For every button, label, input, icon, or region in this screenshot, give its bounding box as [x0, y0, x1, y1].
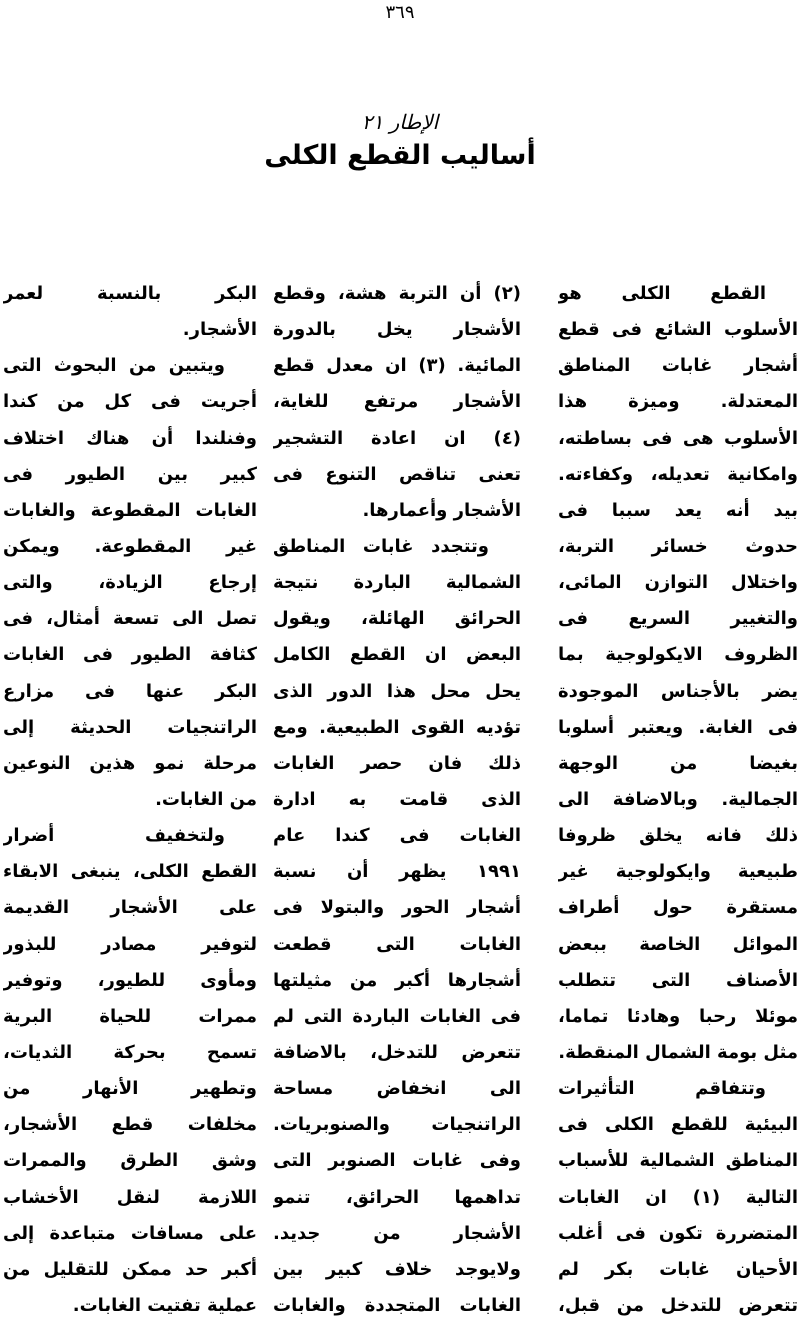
- text-line: وتتفاقم التأثيرات: [558, 1078, 766, 1100]
- text-line: حدوث خسائر التربة،: [558, 535, 798, 557]
- text-line: أشجار الحور والبتولا فى: [273, 897, 521, 919]
- text-line: الراتنجيات الحديثة إلى: [3, 716, 257, 738]
- text-line: القطع الكلى، ينبغى الابقاء: [3, 861, 257, 883]
- text-line: البعض ان القطع الكامل: [273, 644, 521, 666]
- text-line: تؤديه القوى الطبيعية. ومع: [273, 716, 521, 738]
- paragraph: [273, 529, 521, 1324]
- text-line: الجمالية. وبالاضافة الى: [558, 788, 798, 810]
- box-label: الإطار ٢١: [361, 110, 439, 134]
- text-line: تداهمها الحرائق، تنمو: [273, 1186, 521, 1208]
- text-line: القطع الكلى هو: [558, 283, 766, 304]
- text-line: ولايوجد خلاف كبير بين: [273, 1258, 521, 1280]
- text-line: الى انخفاض مساحة: [273, 1078, 521, 1100]
- text-line: البكر بالنسبة لعمر: [3, 283, 257, 304]
- text-line: الظروف الايكولوجية بما: [558, 644, 798, 666]
- text-line: وتتجدد غابات المناطق: [273, 535, 489, 557]
- text-line: ١٩٩١ يظهر أن نسبة: [273, 861, 521, 883]
- text-line: (٤) ان اعادة التشجير: [273, 427, 521, 449]
- text-line: ولتخفيف أضرار: [3, 825, 225, 847]
- text-line: وفى غابات الصنوبر التى: [273, 1150, 521, 1172]
- text-line: الحرائق الهائلة، ويقول: [273, 608, 521, 630]
- text-column-middle: [273, 276, 521, 1324]
- text-line: الغابات المتجددة والغابات: [273, 1294, 521, 1316]
- text-line: المناطق الشمالية للأسباب: [558, 1150, 798, 1172]
- text-line: كبير بين الطيور فى: [3, 463, 257, 485]
- text-line: واختلال التوازن المائى،: [558, 572, 798, 594]
- text-line: الأشجار يخل بالدورة: [273, 319, 521, 341]
- text-line: تعنى تناقص التنوع فى: [273, 463, 521, 485]
- text-line: غير المقطوعة. ويمكن: [3, 535, 257, 557]
- text-line: وشق الطرق والممرات: [3, 1150, 257, 1172]
- text-line: مثل بومة الشمال المنقطة.: [558, 1041, 798, 1063]
- paragraph: [3, 276, 257, 348]
- text-line: البيئية للقطع الكلى فى: [558, 1114, 798, 1136]
- paragraph: [273, 276, 521, 529]
- text-line: يحل محل هذا الدور الذى: [273, 680, 521, 702]
- paragraph: [558, 1071, 798, 1324]
- text-line: لتوفير مصادر للبذور: [3, 933, 257, 955]
- paragraph: [3, 348, 257, 818]
- text-line: الراتنجيات والصنوبريات.: [273, 1114, 521, 1136]
- text-line: الأشجار.: [182, 319, 257, 341]
- text-line: تسمح بحركة الثديات،: [3, 1041, 257, 1063]
- text-line: الأسلوب هى فى بساطته،: [558, 427, 798, 449]
- text-line: بيد أنه يعد سببا فى: [558, 499, 798, 521]
- text-line: مخلفات قطع الأشجار،: [3, 1114, 257, 1136]
- text-line: وامكانية تعديله، وكفاءته.: [558, 463, 798, 485]
- text-line: التالية (١) ان الغابات: [558, 1186, 798, 1208]
- text-line: كثافة الطيور فى الغابات: [3, 644, 257, 666]
- text-column-right: [558, 276, 798, 1324]
- text-line: على الأشجار القديمة: [3, 897, 257, 919]
- text-line: وتطهير الأنهار من: [3, 1078, 257, 1100]
- text-line: أكبر حد ممكن للتقليل من: [3, 1258, 257, 1280]
- text-line: تتعرض للتدخل، بالاضافة: [273, 1041, 521, 1063]
- page-title: أساليب القطع الكلى: [264, 140, 536, 171]
- paragraph: [558, 276, 798, 1071]
- text-line: ويتبين من البحوث التى: [3, 355, 225, 377]
- text-line: الغابات فى كندا عام: [273, 825, 521, 847]
- text-line: إرجاع الزيادة، والتى: [3, 572, 257, 594]
- text-line: (٢) أن التربة هشة، وقطع: [273, 283, 521, 304]
- text-line: الأشجار مرتفع للغاية،: [273, 391, 521, 413]
- text-line: يضر بالأجناس الموجودة: [558, 680, 798, 702]
- text-line: الشمالية الباردة نتيجة: [273, 572, 521, 594]
- text-line: ذلك فان حصر الغابات: [273, 752, 521, 774]
- text-line: والتغيير السريع فى: [558, 608, 798, 630]
- text-line: ممرات للحياة البرية: [3, 1005, 257, 1027]
- text-column-left: [3, 276, 257, 1324]
- text-line: اللازمة لنقل الأخشاب: [3, 1186, 257, 1208]
- text-line: موئلا رحبا وهادئا تماما،: [558, 1005, 798, 1027]
- text-line: الغابات المقطوعة والغابات: [3, 499, 257, 521]
- text-line: طبيعية وايكولوجية غير: [558, 861, 798, 883]
- text-line: الأصناف التى تتطلب: [558, 969, 798, 991]
- text-line: بغيضا من الوجهة: [558, 752, 798, 774]
- text-line: من الغابات.: [155, 788, 257, 810]
- text-line: على مسافات متباعدة إلى: [3, 1222, 257, 1244]
- text-line: الأسلوب الشائع فى قطع: [558, 319, 798, 341]
- text-line: فى الغابة. ويعتبر أسلوبا: [558, 716, 798, 738]
- text-line: الأشجار وأعمارها.: [362, 499, 521, 521]
- text-line: فى الغابات الباردة التى لم: [273, 1005, 521, 1027]
- text-line: المتضررة تكون فى أغلب: [558, 1222, 798, 1244]
- text-line: أشجارها أكبر من مثيلتها: [273, 969, 521, 991]
- text-line: مستقرة حول أطراف: [558, 897, 798, 919]
- text-line: الغابات التى قطعت: [273, 933, 521, 955]
- text-line: تصل الى تسعة أمثال، فى: [3, 608, 257, 630]
- text-line: مرحلة نمو هذين النوعين: [3, 752, 257, 774]
- text-line: الذى قامت به ادارة: [273, 788, 521, 810]
- text-line: أشجار غابات المناطق: [558, 355, 798, 377]
- paragraph: [3, 818, 257, 1324]
- text-line: تتعرض للتدخل من قبل،: [558, 1294, 798, 1316]
- page-number: ٣٦٩: [385, 2, 415, 23]
- text-line: المعتدلة. وميزة هذا: [558, 391, 798, 413]
- text-line: الموائل الخاصة ببعض: [558, 933, 798, 955]
- text-line: الأحيان غابات بكر لم: [558, 1258, 798, 1280]
- text-line: المائية. (٣) ان معدل قطع: [273, 355, 521, 377]
- text-line: ذلك فانه يخلق ظروفا: [558, 825, 798, 847]
- text-line: الأشجار من جديد.: [273, 1222, 521, 1244]
- text-line: عملية تفتيت الغابات.: [72, 1294, 257, 1316]
- text-line: ومأوى للطيور، وتوفير: [3, 969, 257, 991]
- text-line: البكر عنها فى مزارع: [3, 680, 257, 702]
- text-line: أجريت فى كل من كندا: [3, 391, 257, 413]
- text-line: وفنلندا أن هناك اختلاف: [3, 427, 257, 449]
